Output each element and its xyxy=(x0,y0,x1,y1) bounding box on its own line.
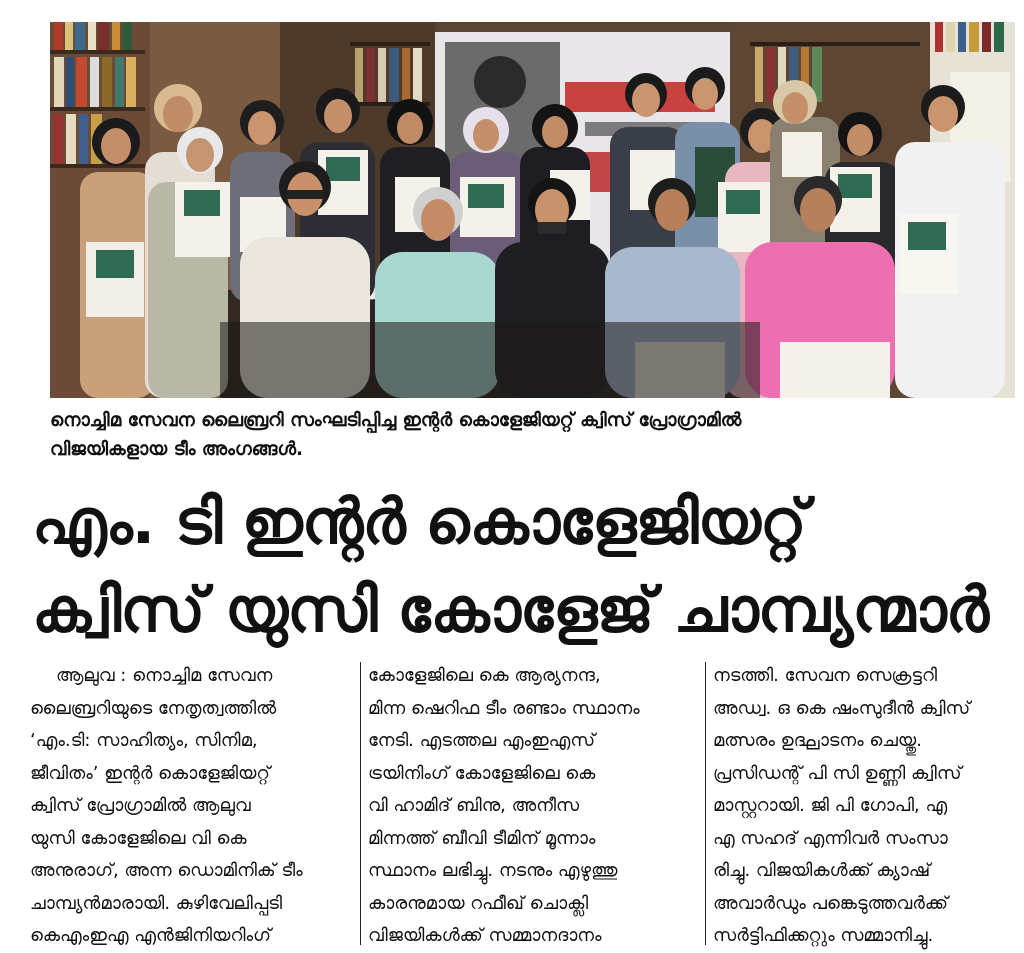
body-line: ആലുവ : നൊച്ചിമ സേവന xyxy=(56,665,273,686)
body-line: മത്സരം ഉദ്ഘാടനം ചെയ്തു. xyxy=(713,730,922,751)
headline xyxy=(32,478,1017,654)
group-photo xyxy=(50,22,1015,398)
bookshelf-center-left xyxy=(350,42,430,106)
body-line: മിന്ന ഷെറിഫ ടീം രണ്ടാം സ്ഥാനം xyxy=(368,697,640,719)
body-line: അഡ്വ. ഒ കെ ഷംസുദീൻ ക്വിസ് xyxy=(713,697,971,719)
caption-line: നൊച്ചിമ സേവന ലൈബ്രറി സംഘടിപ്പിച്ച ഇന്റർ കൊളേജിയറ്റ് ക്വിസ് പ്രോഗ്രാമിൽ xyxy=(50,410,742,431)
body-line: ക്വിസ് പ്രോഗ്രാമിൽ ആലുവ xyxy=(30,795,251,816)
body-line: വിജയികൾക്ക് സമ്മാനദാനം xyxy=(368,925,602,946)
body-line: രിച്ചു. വിജയികൾക്ക് ക്യാഷ് xyxy=(713,860,931,881)
article-column-3 xyxy=(713,660,1023,953)
headline-line: എം. ടി ഇന്റർ കൊളേജിയറ്റ് xyxy=(32,485,806,558)
body-line: അവാർഡും പങ്കെടുത്തവർക്ക് xyxy=(713,892,948,914)
body-line: സ്ഥാനം ലഭിച്ചു. നടനും എഴുത്തു xyxy=(368,860,618,881)
column-divider xyxy=(360,662,361,945)
article-column-2 xyxy=(368,660,693,953)
body-line: നേടി. എടത്തല എംഇഎസ് xyxy=(368,730,596,751)
body-line: ‘എം.ടി: സാഹിത്യം, സിനിമ, xyxy=(30,730,258,751)
body-line: എ സഹദ് എന്നിവർ സംസാ xyxy=(713,827,948,849)
headline-line: ക്വിസ് യുസി കോളേജ് ചാമ്പ്യന്മാർ xyxy=(32,573,989,646)
body-line: യുസി കോളേജിലെ വി കെ xyxy=(30,827,247,849)
column-divider xyxy=(705,662,706,945)
body-line: കാരനുമായ റഫീഖ് ചൊക്ലി xyxy=(368,892,589,914)
body-line: ചാമ്പ്യൻമാരായി. കുഴിവേലിപ്പടി xyxy=(30,892,283,914)
caption-line: വിജയികളായ ടീം അംഗങ്ങൾ. xyxy=(50,439,304,460)
body-line: മിന്നത്ത് ബീവി ടീമിന് മൂന്നാം xyxy=(368,827,596,849)
body-line: ട്രയിനിംഗ് കോളേജിലെ കെ xyxy=(368,762,596,784)
body-line: വി ഹാമിദ് ബിനു, അനീസ xyxy=(368,795,580,816)
body-line: ജീവിതം’ ഇന്റർ കൊളേജിയറ്റ് xyxy=(30,762,271,784)
body-line: പ്രസിഡന്റ് പി സി ഉണ്ണി ക്വിസ് xyxy=(713,762,962,784)
photo-caption xyxy=(50,406,1010,464)
body-line: ലൈബ്രറിയുടെ നേതൃത്വത്തിൽ xyxy=(30,697,277,719)
body-line: നടത്തി. സേവന സെക്രട്ടറി xyxy=(713,665,938,686)
body-line: കെഎംഇഎ എൻജിനിയറിംഗ് xyxy=(30,925,272,946)
body-line: സർട്ടിഫിക്കറ്റും സമ്മാനിച്ചു. xyxy=(713,925,934,946)
body-line: മാസ്റ്ററായി. ജി പി ഗോപി, എ xyxy=(713,795,948,816)
article-column-1 xyxy=(30,660,355,953)
body-line: അനുരാഗ്, അന്ന ഡൊമിനിക് ടീം xyxy=(30,860,303,881)
group-photo-illustration xyxy=(50,22,1015,398)
body-line: കോളേജിലെ കെ ആര്യനന്ദ, xyxy=(368,665,601,686)
